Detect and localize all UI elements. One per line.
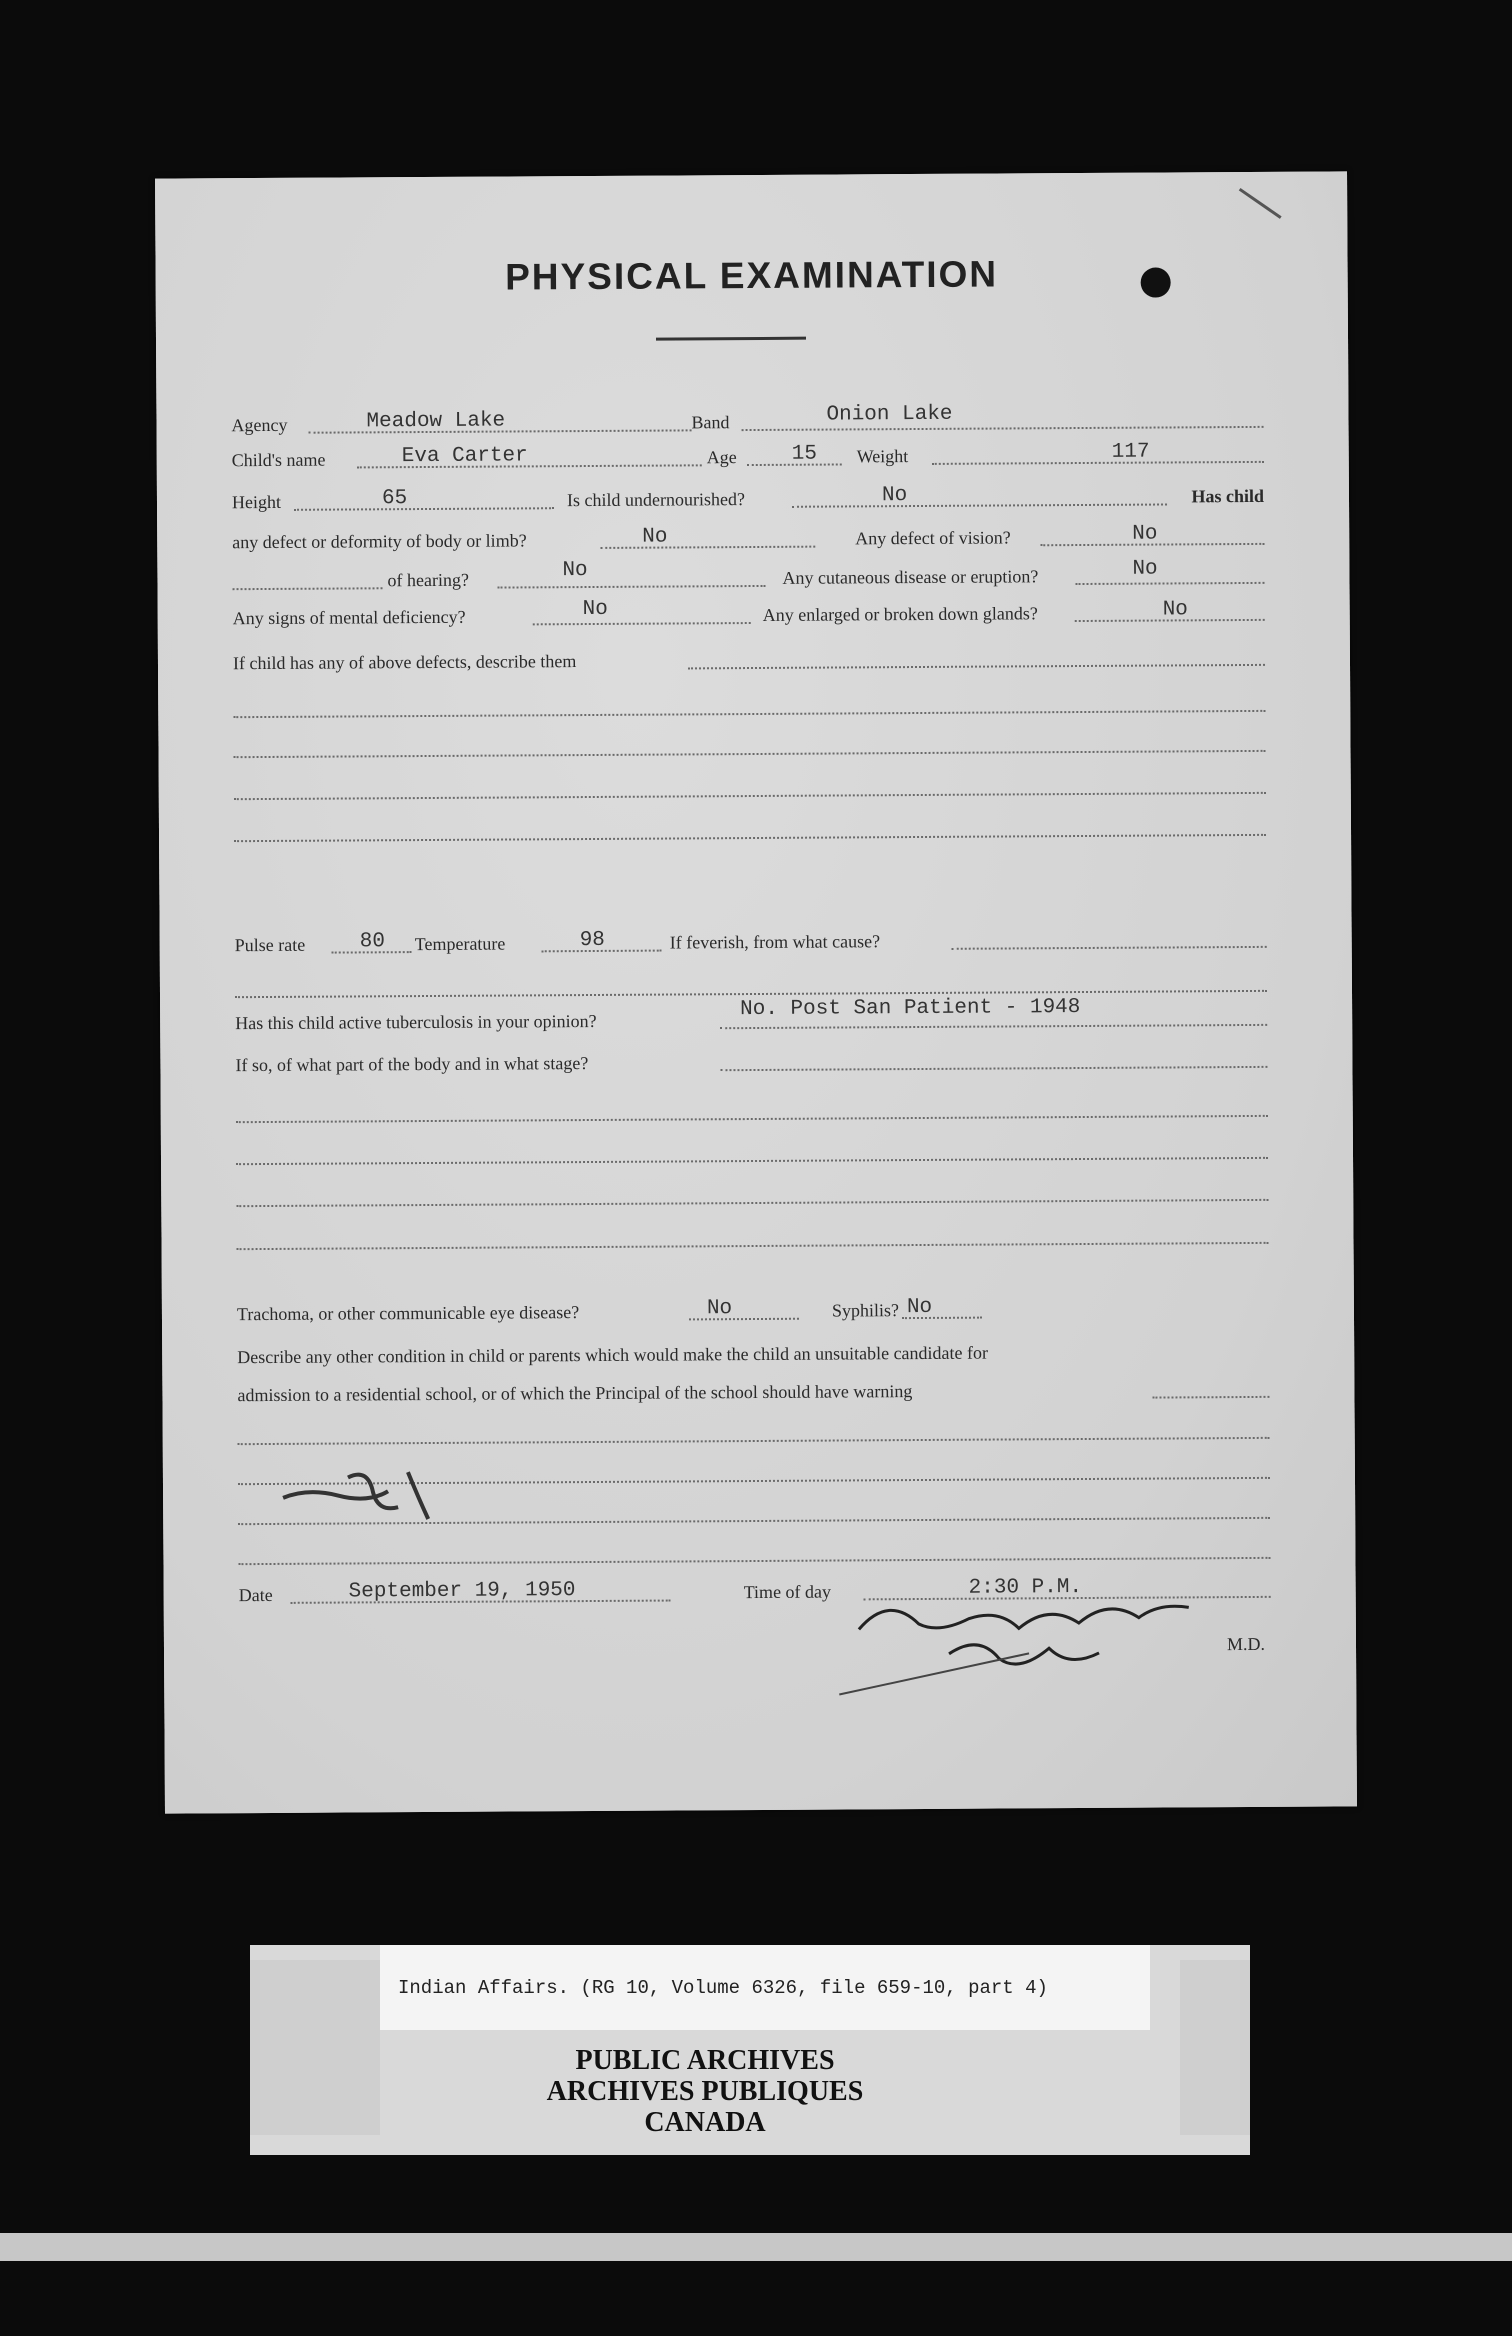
archive-citation: Indian Affairs. (RG 10, Volume 6326, file 659-10, part 4) xyxy=(380,1945,1150,2030)
cutaneous-label: Any cutaneous disease or eruption? xyxy=(782,566,1039,588)
deformity-label: any defect or deformity of body or limb? xyxy=(232,530,527,553)
age-value: 15 xyxy=(791,442,818,466)
corner-mark xyxy=(1239,188,1282,219)
time-label: Time of day xyxy=(743,1581,832,1603)
band-label: Band xyxy=(691,412,730,433)
defects-line-1 xyxy=(233,710,1265,718)
archive-stamp xyxy=(490,2045,920,2138)
syphilis-value: No xyxy=(906,1295,933,1320)
mental-dots xyxy=(533,622,751,625)
row-tb-part xyxy=(235,1040,1267,1078)
agency-value: Meadow Lake xyxy=(366,409,506,434)
doctor-signature xyxy=(829,1572,1230,1704)
agency-label: Agency xyxy=(231,414,288,436)
date-value: September 19, 1950 xyxy=(348,1579,576,1604)
weight-value: 117 xyxy=(1111,440,1150,464)
deformity-value: No xyxy=(642,525,668,549)
mental-value: No xyxy=(582,597,608,622)
punch-hole xyxy=(1141,267,1171,297)
temperature-label: Temperature xyxy=(414,933,506,955)
cutaneous-value: No xyxy=(1132,557,1158,581)
row-hearing-cutaneous xyxy=(232,556,1264,594)
feverish-line xyxy=(235,990,1267,998)
clip-tab-left xyxy=(250,1960,380,2135)
clip-tab-right xyxy=(1180,1960,1250,2135)
exam-form-sheet xyxy=(155,171,1357,1813)
stamp-line-1: PUBLIC ARCHIVES xyxy=(575,2045,835,2076)
pulse-label: Pulse rate xyxy=(234,934,306,956)
feverish-label: If feverish, from what cause? xyxy=(669,931,881,953)
stamp-line-3: CANADA xyxy=(644,2107,766,2138)
band-value: Onion Lake xyxy=(826,402,953,427)
vision-value: No xyxy=(1132,522,1158,546)
describe-blank-4 xyxy=(238,1557,1270,1565)
childname-value: Eva Carter xyxy=(401,444,528,469)
trachoma-label: Trachoma, or other communicable eye disease? xyxy=(236,1302,580,1325)
temperature-value: 98 xyxy=(579,928,605,953)
row-agency-band xyxy=(231,400,1263,438)
hearing-label: of hearing? xyxy=(387,569,470,591)
undernourished-dots xyxy=(792,503,1167,507)
row-tuberculosis xyxy=(235,998,1267,1036)
tb-line-4 xyxy=(237,1242,1269,1250)
tb-line-3 xyxy=(236,1199,1268,1207)
time-value: 2:30 P.M. xyxy=(968,1576,1083,1600)
describe-dots xyxy=(1152,1396,1269,1399)
describe-blank-1 xyxy=(238,1437,1270,1445)
height-label: Height xyxy=(231,491,282,513)
tb-label: Has this child active tuberculosis in your opinion? xyxy=(235,1010,597,1034)
trachoma-dots xyxy=(689,1318,799,1321)
row-describe-2 xyxy=(237,1370,1269,1408)
title-rule xyxy=(656,337,806,341)
feverish-dots xyxy=(952,946,1267,950)
height-value: 65 xyxy=(381,487,408,511)
age-label: Age xyxy=(706,447,737,468)
glands-value: No xyxy=(1162,598,1188,622)
haschild-label: Has child xyxy=(1191,485,1265,507)
row-height xyxy=(232,477,1264,515)
undernourished-label: Is child undernourished? xyxy=(566,489,745,511)
tbpart-dots xyxy=(720,1066,1267,1071)
defects-line-3 xyxy=(234,792,1266,800)
row-name-age-weight xyxy=(232,435,1264,473)
date-label: Date xyxy=(238,1584,273,1606)
mental-label: Any signs of mental deficiency? xyxy=(232,606,466,629)
weight-label: Weight xyxy=(856,446,909,467)
row-describe-1 xyxy=(237,1332,1269,1370)
deformity-dots xyxy=(600,546,815,549)
form-title: PHYSICAL EXAMINATION xyxy=(505,253,999,298)
glands-label: Any enlarged or broken down glands? xyxy=(762,603,1038,625)
tb-line-1 xyxy=(236,1115,1268,1123)
struck-out-scribble xyxy=(278,1457,458,1528)
childname-label: Child's name xyxy=(231,449,326,471)
row-trachoma-syphilis xyxy=(237,1289,1269,1327)
undernourished-value: No xyxy=(881,484,908,508)
md-label: M.D. xyxy=(1226,1633,1266,1655)
stamp-line-2: ARCHIVES PUBLIQUES xyxy=(546,2076,864,2107)
row-defects xyxy=(233,638,1265,676)
vision-label: Any defect of vision? xyxy=(855,527,1011,549)
tb-line-2 xyxy=(236,1157,1268,1165)
band-dots xyxy=(742,426,1264,431)
film-edge-band xyxy=(0,2233,1512,2261)
defects-label: If child has any of above defects, describe them xyxy=(232,651,577,674)
row-mental-glands xyxy=(233,593,1265,631)
archive-label-strip xyxy=(250,1945,1250,2155)
hearing-dots xyxy=(498,585,766,589)
defects-line-4 xyxy=(234,834,1266,842)
tb-dots xyxy=(720,1024,1267,1029)
weight-dots xyxy=(932,461,1264,465)
syphilis-label: Syphilis? xyxy=(831,1300,900,1321)
row-deformity-vision xyxy=(232,517,1264,555)
hearing-value: No xyxy=(562,559,588,583)
tb-value: No. Post San Patient - 1948 xyxy=(740,996,1081,1022)
defects-line-2 xyxy=(234,750,1266,758)
defects-dots xyxy=(688,664,1265,670)
pulse-value: 80 xyxy=(359,930,385,954)
cutaneous-dots xyxy=(1076,582,1265,585)
tbpart-label: If so, of what part of the body and in what stage? xyxy=(235,1053,589,1076)
hearing-lead-dots xyxy=(233,587,383,590)
describe-line-2: admission to a residential school, or of which the Principal of the school should have warning xyxy=(237,1381,913,1406)
describe-line-1: Describe any other condition in child or parents which would make the child an unsuitable candidate for xyxy=(237,1342,989,1368)
trachoma-value: No xyxy=(706,1297,733,1321)
height-dots xyxy=(294,507,554,511)
row-pulse-temp xyxy=(235,920,1267,958)
